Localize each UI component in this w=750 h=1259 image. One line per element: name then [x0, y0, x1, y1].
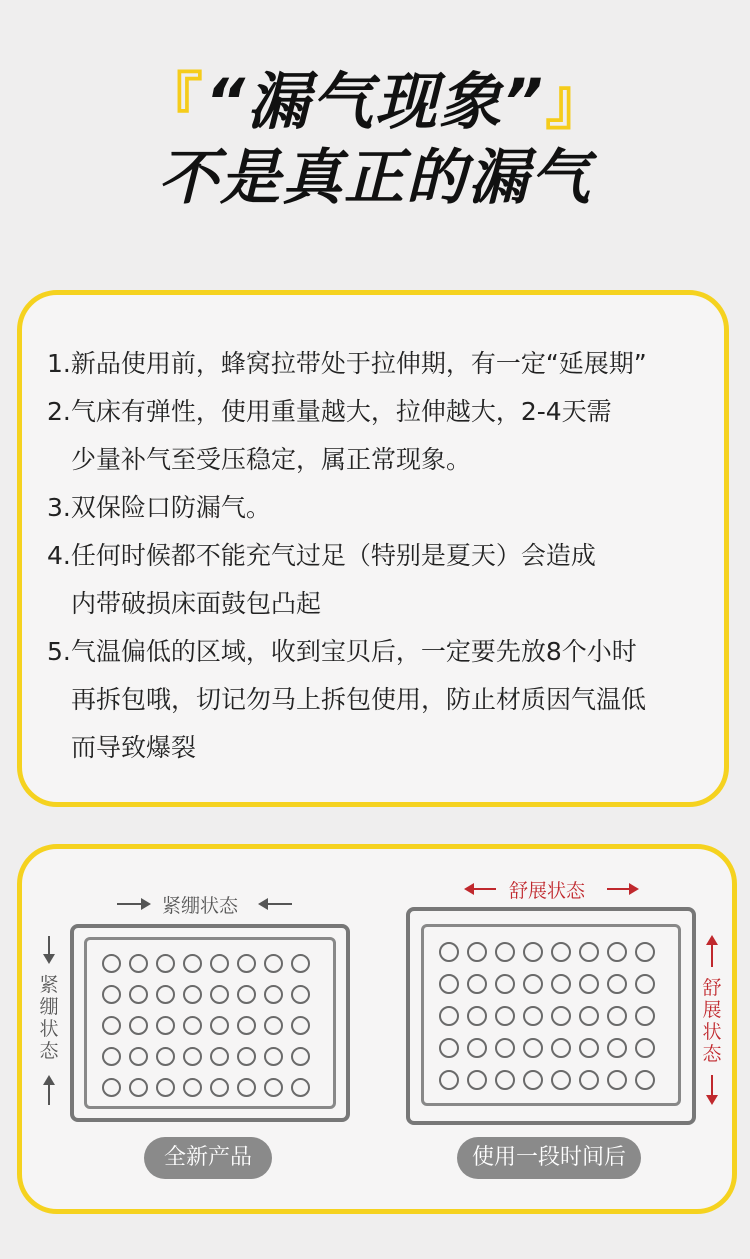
note-1	[47, 340, 737, 388]
arrow-left-line	[266, 903, 292, 905]
air-cell-dot	[635, 1038, 655, 1058]
air-cell-dot	[237, 1078, 256, 1097]
arrow-left-line	[472, 888, 496, 890]
note-5-line-2: 再拆包哦，切记勿马上拆包使用，防止材质因气温低	[71, 685, 647, 714]
air-cell-dot	[439, 974, 459, 994]
air-cell-dot	[156, 1047, 175, 1066]
side-char: 展	[702, 999, 722, 1021]
air-cell-dot	[607, 974, 627, 994]
air-cell-dot	[579, 1070, 599, 1090]
air-cell-dot	[102, 1016, 121, 1035]
air-cell-dot	[635, 974, 655, 994]
air-cell-dot	[579, 942, 599, 962]
arrow-right-line	[117, 903, 143, 905]
note-2-line-2: 少量补气至受压稳定，属正常现象。	[71, 445, 472, 474]
note-2-line-1: 2.气床有弹性，使用重量越大，拉伸越大，2-4天需	[47, 397, 612, 426]
air-cell-dot	[210, 985, 229, 1004]
side-char: 绷	[39, 996, 59, 1018]
side-char: 状	[702, 1021, 722, 1043]
air-cell-dot	[183, 985, 202, 1004]
air-cell-dot	[264, 1016, 283, 1035]
air-cell-dot	[129, 985, 148, 1004]
after-use-caption: 使用一段时间后	[457, 1137, 641, 1179]
air-cell-dot	[156, 985, 175, 1004]
air-cell-dot	[551, 974, 571, 994]
air-cell-dot	[551, 942, 571, 962]
relaxed-side-label	[701, 977, 723, 1065]
air-cell-dot	[102, 954, 121, 973]
air-cell-dot	[495, 974, 515, 994]
side-char: 态	[702, 1043, 722, 1065]
arrow-down-icon	[43, 954, 55, 964]
air-cell-dot	[467, 942, 487, 962]
arrow-down-line	[711, 1075, 713, 1097]
note-5-line-3: 而导致爆裂	[71, 733, 197, 762]
air-cell-dot	[523, 1006, 543, 1026]
air-cell-dot	[467, 1070, 487, 1090]
air-cell-dot	[183, 954, 202, 973]
arrow-up-icon	[706, 935, 718, 945]
note-4	[47, 532, 737, 628]
arrow-up-line	[711, 945, 713, 967]
air-cell-dot	[523, 1070, 543, 1090]
note-3-line-1: 3.双保险口防漏气。	[47, 493, 271, 522]
air-cell-dot	[523, 974, 543, 994]
title-close-bracket: 』	[544, 65, 609, 138]
air-cell-dot	[495, 1070, 515, 1090]
side-char: 态	[39, 1040, 59, 1062]
air-cell-dot	[467, 1038, 487, 1058]
air-cell-dot	[635, 1006, 655, 1026]
air-cell-dot	[183, 1016, 202, 1035]
air-cell-dot	[439, 942, 459, 962]
air-cell-dot	[495, 1038, 515, 1058]
air-cell-grid	[102, 954, 310, 1097]
air-cell-dot	[579, 1038, 599, 1058]
air-cell-dot	[607, 942, 627, 962]
arrow-right-line	[607, 888, 631, 890]
air-cell-dot	[579, 974, 599, 994]
air-cell-dot	[291, 1016, 310, 1035]
air-cell-dot	[156, 1078, 175, 1097]
arrow-down-line	[48, 936, 50, 956]
air-cell-dot	[129, 1078, 148, 1097]
air-cell-dot	[635, 942, 655, 962]
air-cell-dot	[291, 954, 310, 973]
note-2	[47, 388, 737, 484]
air-cell-dot	[551, 1038, 571, 1058]
title-line-2: 不是真正的漏气	[158, 143, 592, 213]
air-cell-dot	[579, 1006, 599, 1026]
air-cell-dot	[467, 1006, 487, 1026]
air-cell-dot	[264, 1047, 283, 1066]
diagram-card	[17, 844, 737, 1214]
relaxed-top-label: 舒展状态	[509, 880, 586, 902]
tight-top-label: 紧绷状态	[162, 895, 239, 917]
new-product-caption: 全新产品	[144, 1137, 272, 1179]
air-cell-dot	[439, 1070, 459, 1090]
tight-side-label	[38, 974, 60, 1062]
air-cell-dot	[264, 985, 283, 1004]
air-cell-dot	[210, 1047, 229, 1066]
air-cell-dot	[467, 974, 487, 994]
air-cell-dot	[129, 1016, 148, 1035]
title-text: “漏气现象”	[205, 65, 545, 138]
air-cell-dot	[439, 1006, 459, 1026]
air-cell-dot	[523, 942, 543, 962]
air-cell-dot	[156, 1016, 175, 1035]
air-cell-dot	[210, 954, 229, 973]
side-char: 紧	[39, 974, 59, 996]
note-4-line-1: 4.任何时候都不能充气过足（特别是夏天）会造成	[47, 541, 596, 570]
notes-card	[17, 290, 729, 807]
air-cell-dot	[183, 1047, 202, 1066]
air-cell-dot	[291, 985, 310, 1004]
arrow-down-icon	[706, 1095, 718, 1105]
note-1-line-1: 1.新品使用前，蜂窝拉带处于拉伸期，有一定“延展期”	[47, 349, 647, 378]
air-cell-dot	[237, 985, 256, 1004]
air-cell-dot	[551, 1070, 571, 1090]
side-char: 舒	[702, 977, 722, 999]
title-open-bracket: 『	[141, 65, 206, 138]
notes-list	[47, 340, 737, 772]
air-cell-dot	[264, 954, 283, 973]
air-cell-dot	[607, 1038, 627, 1058]
air-cell-dot	[156, 954, 175, 973]
note-3	[47, 484, 737, 532]
air-cell-dot	[607, 1070, 627, 1090]
air-cell-dot	[102, 1047, 121, 1066]
air-cell-dot	[439, 1038, 459, 1058]
air-cell-dot	[495, 1006, 515, 1026]
air-cell-dot	[237, 1047, 256, 1066]
note-4-line-2: 内带破损床面鼓包凸起	[71, 589, 322, 618]
side-char: 状	[39, 1018, 59, 1040]
note-5	[47, 628, 737, 772]
air-cell-grid	[439, 942, 655, 1090]
air-cell-dot	[495, 942, 515, 962]
air-cell-dot	[102, 985, 121, 1004]
air-cell-dot	[210, 1016, 229, 1035]
arrow-up-line	[48, 1085, 50, 1105]
air-cell-dot	[237, 954, 256, 973]
air-cell-dot	[210, 1078, 229, 1097]
arrow-right-icon	[629, 883, 639, 895]
air-cell-dot	[291, 1047, 310, 1066]
title-line-1	[0, 52, 750, 138]
note-5-line-1: 5.气温偏低的区域，收到宝贝后，一定要先放8个小时	[47, 637, 637, 666]
air-cell-dot	[551, 1006, 571, 1026]
air-cell-dot	[264, 1078, 283, 1097]
air-cell-dot	[237, 1016, 256, 1035]
air-cell-dot	[129, 1047, 148, 1066]
air-cell-dot	[523, 1038, 543, 1058]
air-cell-dot	[607, 1006, 627, 1026]
air-cell-dot	[102, 1078, 121, 1097]
air-cell-dot	[291, 1078, 310, 1097]
arrow-right-icon	[141, 898, 151, 910]
air-cell-dot	[635, 1070, 655, 1090]
air-cell-dot	[183, 1078, 202, 1097]
air-cell-dot	[129, 954, 148, 973]
arrow-up-icon	[43, 1075, 55, 1085]
